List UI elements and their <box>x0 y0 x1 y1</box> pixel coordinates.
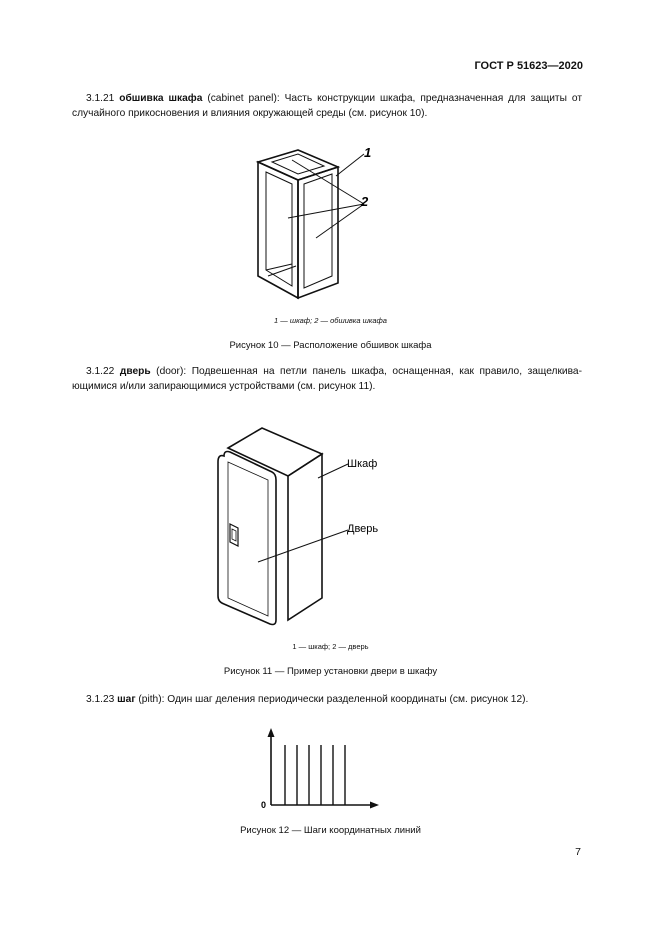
figure-10-legend: 1 — шкаф; 2 — обшивка шкафа <box>274 316 387 325</box>
section-term: дверь <box>119 366 151 377</box>
section-number: 3.1.21 <box>86 93 115 104</box>
section-term: шаг <box>117 694 136 705</box>
section-term: обшивка шкафа <box>119 93 203 104</box>
section-text: (pith): Один шаг деления периодически разделенной координаты (см. рисунок 12). <box>135 694 529 705</box>
figure-12-grid-lines <box>285 745 345 805</box>
figure-11-label-cabinet: Шкаф <box>347 458 378 470</box>
figure-12-pitch-drawing <box>255 725 385 813</box>
figure-10-cabinet-drawing <box>240 140 390 305</box>
section-3-1-21 <box>72 91 582 121</box>
section-3-1-23 <box>72 692 582 707</box>
section-3-1-22 <box>72 364 582 394</box>
figure-12-origin-label: 0 <box>261 800 267 810</box>
section-text: (door): Подвешенная на петли панель шкафа, оснащенная, как правило, защелкива-ющимися и/или запирающимися устройствами (см. рисунок 11). <box>72 366 582 392</box>
figure-10-callout-1: 1 <box>364 145 372 160</box>
figure-12-caption: Рисунок 12 — Шаги координатных линий <box>240 825 421 836</box>
section-number: 3.1.23 <box>86 694 115 705</box>
document-header: ГОСТ Р 51623—2020 <box>474 60 583 72</box>
figure-10-caption: Рисунок 10 — Расположение обшивок шкафа <box>229 340 432 351</box>
figure-11-caption: Рисунок 11 — Пример установки двери в шкафу <box>223 666 438 677</box>
figure-10-callout-2: 2 <box>361 194 369 209</box>
page-number: 7 <box>575 846 581 858</box>
section-text: (cabinet panel): Часть конструкции шкафа, предназначенная для защиты от случайного прикосновения и влияния окружающей среды (см. рисунок 10). <box>72 93 582 119</box>
figure-11-label-door: Дверь <box>347 523 379 535</box>
section-number: 3.1.22 <box>86 366 115 377</box>
figure-11-door-drawing <box>210 420 410 630</box>
figure-11-legend: 1 — шкаф; 2 — дверь <box>292 642 369 651</box>
